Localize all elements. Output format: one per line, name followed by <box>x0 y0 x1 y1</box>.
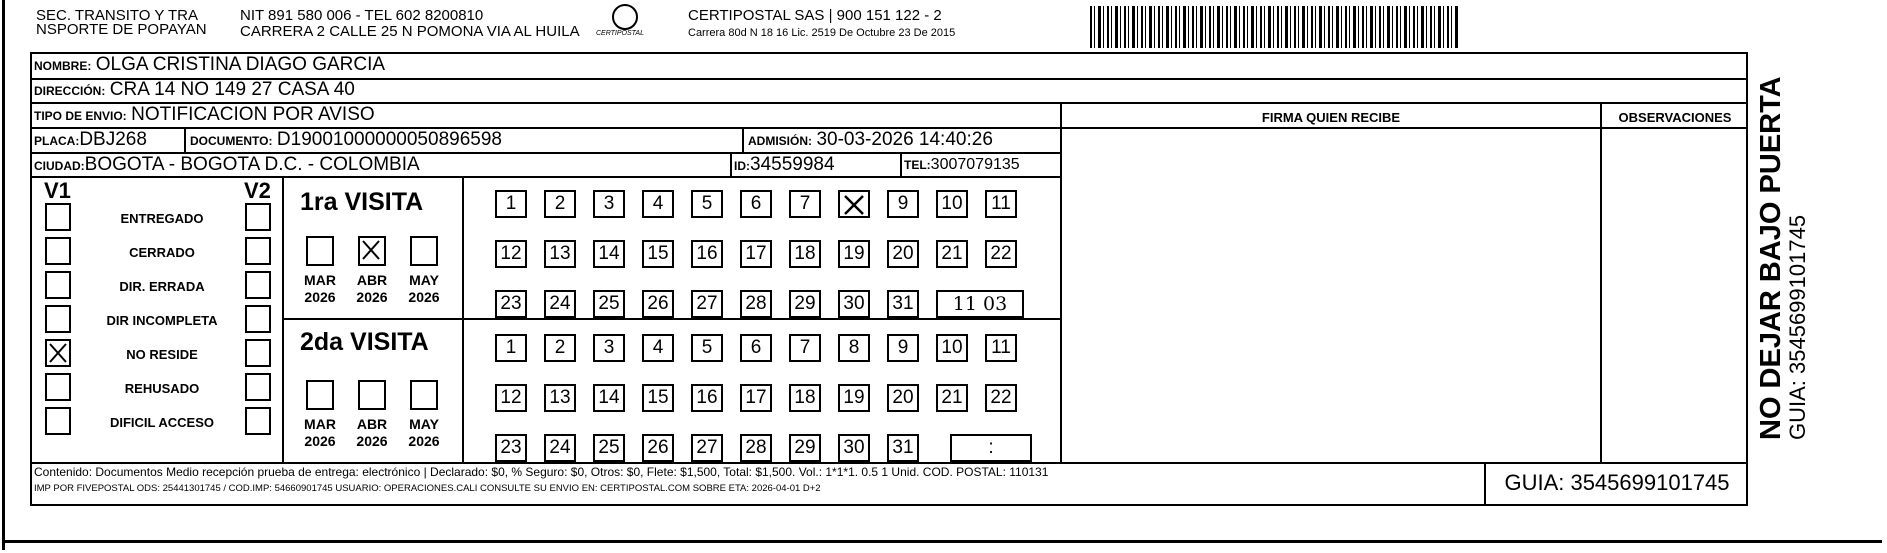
visit1-day-box[interactable] <box>691 190 723 218</box>
day-number: 17 <box>745 243 767 264</box>
visit2-day-box[interactable] <box>985 384 1017 412</box>
placa-cell <box>34 129 147 151</box>
footer-guia: GUIA: 3545699101745 <box>1504 470 1730 495</box>
day-number: 3 <box>603 337 615 358</box>
visit2-month-label <box>402 416 446 450</box>
v2-checkbox[interactable] <box>245 237 271 265</box>
day-number: 17 <box>745 387 767 408</box>
visit2-day-box[interactable] <box>887 434 919 462</box>
day-number: 20 <box>892 243 914 264</box>
day-number: 29 <box>794 293 816 314</box>
day-number: 16 <box>696 243 718 264</box>
v2-checkbox[interactable] <box>245 373 271 401</box>
ciudad-label: CIUDAD: <box>34 159 85 173</box>
v2-checkbox[interactable] <box>245 407 271 435</box>
visit1-day-box[interactable] <box>495 240 527 268</box>
visit1-day-box[interactable] <box>789 190 821 218</box>
visit1-day-box[interactable] <box>887 240 919 268</box>
company-sub: Carrera 80d N 18 16 Lic. 2519 De Octubre 23 De 2015 <box>688 27 956 39</box>
day-number: 31 <box>892 437 914 458</box>
nombre-row <box>34 54 385 76</box>
bottom-edge <box>2 540 1882 543</box>
tipo-label: TIPO DE ENVIO: <box>34 109 127 123</box>
day-number: 13 <box>549 243 571 264</box>
month-year: 2026 <box>408 433 440 449</box>
visit1-day-box[interactable] <box>642 190 674 218</box>
visit2-day-box[interactable] <box>740 334 772 362</box>
visit2-day-box[interactable] <box>936 384 968 412</box>
visit1-day-box[interactable] <box>936 190 968 218</box>
day-number: 21 <box>941 243 963 264</box>
visit1-month-checkbox[interactable] <box>410 236 438 266</box>
sender-line-2: NSPORTE DE POPAYAN <box>36 21 207 38</box>
logo-text: CERTIPOSTAL <box>596 30 644 37</box>
visit1-day-box[interactable] <box>495 290 527 318</box>
v2-checkbox[interactable] <box>245 203 271 231</box>
day-number: 31 <box>892 293 914 314</box>
certipostal-logo-icon <box>612 4 638 30</box>
tipo-value: NOTIFICACION POR AVISO <box>131 104 375 125</box>
footer-line-2: IMP POR FIVEPOSTAL ODS: 25441301745 / COD.IMP: 54660901745 USUARIO: OPERACIONES.CALI CONSULTE SU ENVIO EN: CERTIPOSTAL.COM SOBRE ETA: 2026-04-01 D+2 <box>34 483 821 494</box>
v2-checkbox[interactable] <box>245 305 271 333</box>
col-line <box>1484 462 1486 506</box>
footer-line-1: Contenido: Documentos Medio recepción prueba de entrega: electrónico | Declarado: $0, % Seguro: $0, Otros: $0, Flete: $1,500, Total: $1,500. Vol.: 1*1*1. 0.5 1 Unid. COD. POSTAL: 110131 <box>34 465 1049 479</box>
left-edge <box>2 0 5 550</box>
day-number: 6 <box>750 337 762 358</box>
visit2-month-checkbox[interactable] <box>358 380 386 410</box>
visit2-day-box[interactable] <box>838 384 870 412</box>
visit1-day-box[interactable] <box>838 190 870 218</box>
col-line <box>1600 104 1602 462</box>
day-number: 7 <box>799 193 811 214</box>
direccion-label: DIRECCIÓN: <box>34 84 106 98</box>
day-number: 21 <box>941 387 963 408</box>
visit2-day-box[interactable] <box>691 384 723 412</box>
day-number: 6 <box>750 193 762 214</box>
day-number: 11 <box>991 337 1011 358</box>
day-number: 24 <box>549 437 571 458</box>
visit1-day-box[interactable] <box>789 290 821 318</box>
col-line <box>282 178 284 462</box>
visit1-day-box[interactable] <box>544 290 576 318</box>
month-name: ABR <box>356 272 388 288</box>
visit2-day-box[interactable] <box>544 434 576 462</box>
visit1-day-box[interactable] <box>740 290 772 318</box>
visit1-day-box[interactable] <box>985 240 1017 268</box>
month-name: ABR <box>356 416 388 432</box>
day-number: 1 <box>505 193 517 214</box>
v1-checkbox[interactable] <box>45 237 71 265</box>
visit1-day-box[interactable] <box>544 190 576 218</box>
visit1-day-box[interactable] <box>740 240 772 268</box>
visit1-time-box[interactable] <box>936 290 1024 318</box>
observaciones-header: OBSERVACIONES <box>1618 110 1732 125</box>
day-number: 3 <box>603 193 615 214</box>
checklist-option: CERRADO <box>129 245 195 260</box>
visit1-day-box[interactable] <box>691 240 723 268</box>
day-number: 30 <box>843 437 865 458</box>
day-number: 15 <box>647 387 669 408</box>
visit2-day-box[interactable] <box>740 384 772 412</box>
v1-checkbox[interactable] <box>45 373 71 401</box>
id-label: ID: <box>734 159 750 173</box>
visit2-day-box[interactable] <box>789 434 821 462</box>
tel-value: 3007079135 <box>930 156 1020 173</box>
day-number: 24 <box>549 293 571 314</box>
visit1-month-label <box>402 272 446 306</box>
nombre-value: OLGA CRISTINA DIAGO GARCIA <box>95 54 386 75</box>
ciudad-cell <box>34 154 420 176</box>
visit1-day-box[interactable] <box>495 190 527 218</box>
side-text <box>1756 76 1810 440</box>
day-number: 26 <box>647 293 669 314</box>
side-line-1: NO DEJAR BAJO PUERTA <box>1755 76 1787 440</box>
firma-header: FIRMA QUIEN RECIBE <box>1261 110 1401 125</box>
visit2-day-box[interactable] <box>789 334 821 362</box>
side-line-2: GUIA: 3545699101745 <box>1785 214 1810 440</box>
day-number: 18 <box>794 387 816 408</box>
day-number: 1 <box>505 337 517 358</box>
visit2-day-box[interactable] <box>593 384 625 412</box>
v1-checkbox[interactable] <box>45 271 71 299</box>
visit2-month-label <box>298 416 342 450</box>
day-number: 25 <box>598 437 620 458</box>
v1-label: V1 <box>44 178 71 203</box>
day-number: 9 <box>897 337 909 358</box>
visit1-title: 1ra VISITA <box>300 188 424 216</box>
nombre-label: NOMBRE: <box>34 59 92 73</box>
visit2-day-box[interactable] <box>887 334 919 362</box>
visit1-day-box[interactable] <box>593 290 625 318</box>
v1-checkbox[interactable] <box>45 407 71 435</box>
visit2-title: 2da VISITA <box>300 328 429 356</box>
checklist-option: DIR. ERRADA <box>119 279 205 294</box>
handwritten-time: 11 03 <box>952 293 1008 315</box>
day-number: 30 <box>843 293 865 314</box>
tel-cell <box>904 156 1020 174</box>
visit1-day-box[interactable] <box>936 240 968 268</box>
day-number: 14 <box>598 243 620 264</box>
visit2-day-box[interactable] <box>593 434 625 462</box>
day-number: 28 <box>745 437 767 458</box>
admision-cell <box>748 129 993 151</box>
visit1-day-box[interactable] <box>887 190 919 218</box>
day-number: 27 <box>696 293 718 314</box>
time-placeholder: : <box>988 437 994 458</box>
day-number: 8 <box>848 337 860 358</box>
documento-value: D19001000000050896598 <box>276 129 502 150</box>
documento-label: DOCUMENTO: <box>190 134 273 148</box>
month-name: MAY <box>409 272 439 288</box>
visit1-day-box[interactable] <box>985 190 1017 218</box>
day-number: 7 <box>799 337 811 358</box>
visit2-day-box[interactable] <box>642 334 674 362</box>
admision-label: ADMISIÓN: <box>748 134 812 148</box>
visit2-month-checkbox[interactable] <box>410 380 438 410</box>
day-number: 18 <box>794 243 816 264</box>
day-number: 12 <box>500 387 522 408</box>
day-number: 25 <box>598 293 620 314</box>
day-number: 5 <box>701 193 713 214</box>
col-line <box>742 129 744 152</box>
visit1-day-box[interactable] <box>642 240 674 268</box>
admision-value: 30-03-2026 14:40:26 <box>816 129 993 150</box>
v2-checkbox[interactable] <box>245 271 271 299</box>
visit2-day-box[interactable] <box>740 434 772 462</box>
direccion-value: CRA 14 NO 149 27 CASA 40 <box>109 79 355 100</box>
day-number: 19 <box>843 243 865 264</box>
checklist-option: REHUSADO <box>124 381 200 396</box>
month-year: 2026 <box>356 433 388 449</box>
checklist-option: NO RESIDE <box>126 347 198 362</box>
day-number: 2 <box>554 193 566 214</box>
visit2-day-box[interactable] <box>495 334 527 362</box>
day-number: 19 <box>843 387 865 408</box>
visit2-day-box[interactable] <box>691 334 723 362</box>
v1-checkbox[interactable] <box>45 203 71 231</box>
col-line <box>462 178 464 462</box>
visit2-day-box[interactable] <box>936 334 968 362</box>
ciudad-value: BOGOTA - BOGOTA D.C. - COLOMBIA <box>84 154 420 175</box>
x-mark-icon <box>843 194 865 216</box>
v1-checkbox[interactable] <box>45 305 71 333</box>
visit1-day-box[interactable] <box>593 190 625 218</box>
visit1-day-box[interactable] <box>593 240 625 268</box>
x-mark-icon <box>49 343 67 363</box>
visit1-day-box[interactable] <box>544 240 576 268</box>
day-number: 12 <box>500 243 522 264</box>
col-line <box>730 154 732 176</box>
visit2-day-box[interactable] <box>495 434 527 462</box>
col-line <box>184 129 186 152</box>
day-number: 11 <box>991 193 1011 214</box>
visit2-month-checkbox[interactable] <box>306 380 334 410</box>
day-number: 28 <box>745 293 767 314</box>
sender-line-1: SEC. TRANSITO Y TRA <box>36 7 198 24</box>
month-year: 2026 <box>408 289 440 305</box>
day-number: 20 <box>892 387 914 408</box>
day-number: 10 <box>941 193 963 214</box>
address-line: CARRERA 2 CALLE 25 N POMONA VIA AL HUILA <box>240 23 580 40</box>
visit1-day-box[interactable] <box>838 290 870 318</box>
visit2-day-box[interactable] <box>544 384 576 412</box>
visit2-day-box[interactable] <box>691 434 723 462</box>
col-line <box>1060 104 1062 462</box>
col-line <box>900 154 902 176</box>
day-number: 22 <box>990 387 1012 408</box>
day-number: 16 <box>696 387 718 408</box>
visit1-day-box[interactable] <box>691 290 723 318</box>
visit2-time-box[interactable] <box>950 434 1032 462</box>
day-number: 27 <box>696 437 718 458</box>
v1-checkbox[interactable] <box>45 339 71 367</box>
tel-label: TEL: <box>904 158 931 172</box>
row-line <box>1060 127 1748 129</box>
day-number: 23 <box>500 293 522 314</box>
visit1-month-checkbox[interactable] <box>306 236 334 266</box>
month-year: 2026 <box>304 289 336 305</box>
visit2-day-box[interactable] <box>642 384 674 412</box>
row-line <box>282 318 1060 320</box>
month-name: MAR <box>304 272 336 288</box>
day-number: 22 <box>990 243 1012 264</box>
row-line <box>30 176 1060 178</box>
day-number: 29 <box>794 437 816 458</box>
visit1-day-box[interactable] <box>642 290 674 318</box>
barcode <box>1090 6 1460 48</box>
visit1-day-box[interactable] <box>789 240 821 268</box>
company-line: CERTIPOSTAL SAS | 900 151 122 - 2 <box>688 7 942 24</box>
day-number: 14 <box>598 387 620 408</box>
tipo-row <box>34 104 375 126</box>
visit2-day-box[interactable] <box>838 434 870 462</box>
day-number: 9 <box>897 193 909 214</box>
visit1-month-label <box>350 272 394 306</box>
visit1-month-checkbox[interactable] <box>358 236 386 266</box>
v2-label: V2 <box>244 178 271 203</box>
checklist-option: ENTREGADO <box>120 211 204 226</box>
month-year: 2026 <box>356 289 388 305</box>
visit2-day-box[interactable] <box>887 384 919 412</box>
day-number: 23 <box>500 437 522 458</box>
day-number: 13 <box>549 387 571 408</box>
visit2-day-box[interactable] <box>789 384 821 412</box>
v2-checkbox[interactable] <box>245 339 271 367</box>
day-number: 4 <box>652 337 664 358</box>
day-number: 15 <box>647 243 669 264</box>
day-number: 10 <box>941 337 963 358</box>
row-line <box>30 462 1748 464</box>
day-number: 4 <box>652 193 664 214</box>
visit2-day-box[interactable] <box>593 334 625 362</box>
placa-label: PLACA: <box>34 134 80 148</box>
visit2-day-box[interactable] <box>544 334 576 362</box>
id-cell <box>734 154 835 176</box>
checklist-option: DIFICIL ACCESO <box>109 415 214 430</box>
placa-value: DBJ268 <box>79 129 147 150</box>
day-number: 26 <box>647 437 669 458</box>
month-name: MAR <box>304 416 336 432</box>
direccion-row <box>34 79 355 101</box>
visit1-month-label <box>298 272 342 306</box>
visit2-day-box[interactable] <box>642 434 674 462</box>
id-value: 34559984 <box>750 154 835 175</box>
visit1-day-box[interactable] <box>838 240 870 268</box>
documento-cell <box>190 129 502 151</box>
month-name: MAY <box>409 416 439 432</box>
month-year: 2026 <box>304 433 336 449</box>
checklist-option: DIR INCOMPLETA <box>106 313 218 328</box>
visit2-day-box[interactable] <box>495 384 527 412</box>
visit2-month-label <box>350 416 394 450</box>
day-number: 2 <box>554 337 566 358</box>
day-number: 5 <box>701 337 713 358</box>
visit2-day-box[interactable] <box>838 334 870 362</box>
visit2-day-box[interactable] <box>985 334 1017 362</box>
x-mark-icon <box>362 240 380 260</box>
visit1-day-box[interactable] <box>887 290 919 318</box>
nit-line: NIT 891 580 006 - TEL 602 8200810 <box>240 7 484 24</box>
visit1-day-box[interactable] <box>740 190 772 218</box>
